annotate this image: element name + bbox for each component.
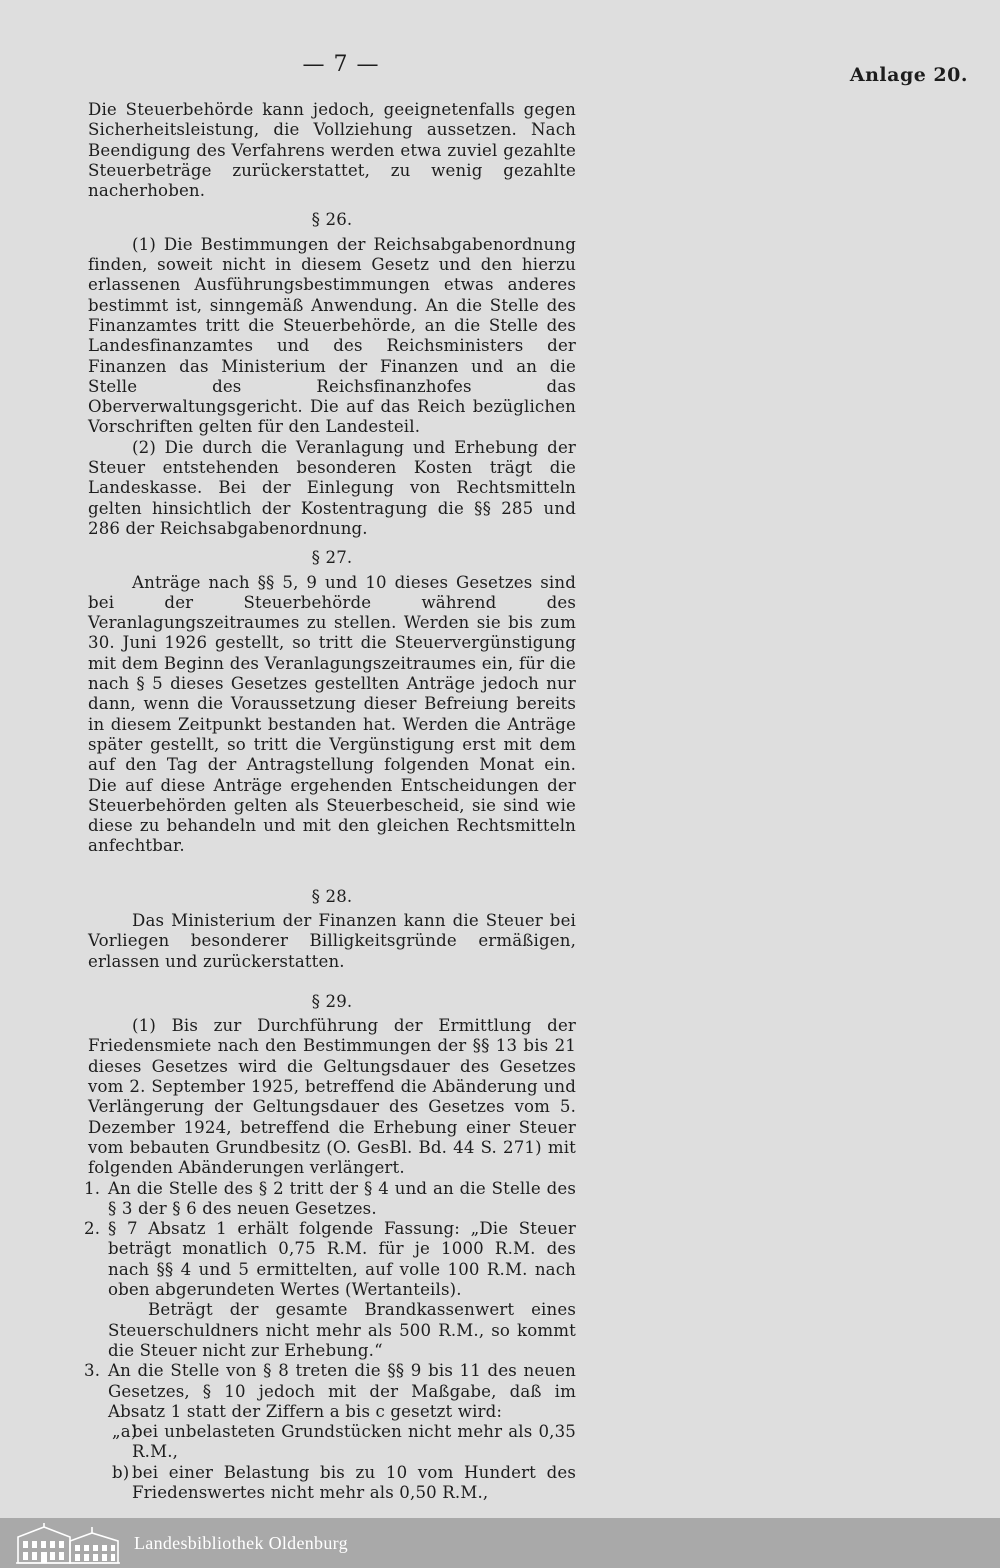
- page-number: — 7 —: [302, 52, 380, 77]
- annex-label: Anlage 20.: [849, 64, 968, 86]
- list-item: [84, 1219, 576, 1361]
- list-item-continuation: Beträgt der gesamte Brandkassenwert eines Steuerschuldners nicht mehr als 500 R.M., so kommt die Steuer nicht zur Erhebung.“: [108, 1300, 576, 1360]
- list-item-number: 3.: [84, 1361, 101, 1381]
- section-26-paragraph-1: (1) Die Bestimmungen der Reichsabgabenordnung finden, soweit nicht in diesem Gesetz und den hierzu erlassenen Ausführungsbestimmungen etwas anderes bestimmt ist, sinngemäß Anwendung. An die Stelle des Finanzamtes tritt die Steuerbehörde, an die Stelle des Landesfinanzamtes und des Reichsministers der Finanzen das Ministerium der Finanzen und an die Stelle des Reichsfinanzhofes das Oberverwaltungsgericht. Die auf das Reich bezüglichen Vorschriften gelten für den Landesteil.: [88, 234, 576, 437]
- list-item-text: § 7 Absatz 1 erhält folgende Fassung: „Die Steuer beträgt monatlich 0,75 R.M. für je 1000 R.M. des nach §§ 4 und 5 ermittelten, auf volle 100 R.M. nach oben abgerundeten Wertes (Wertanteils).: [108, 1219, 576, 1300]
- section-29-paragraph-1: (1) Bis zur Durchführung der Ermittlung der Friedensmiete nach den Bestimmungen der §§ 13 bis 21 dieses Gesetzes wird die Geltungsdauer des Gesetzes vom 2. September 1925, betreffend die Abänderung und Verlängerung der Geltungsdauer des Gesetzes vom 5. Dezember 1924, betreffend die Erhebung einer Steuer vom bebauten Grundbesitz (O. GesBl. Bd. 44 S. 271) mit folgenden Abänderungen verlängert.: [88, 1016, 576, 1178]
- list-item-number: 1.: [84, 1178, 101, 1198]
- section-28-paragraph-1: Das Ministerium der Finanzen kann die Steuer bei Vorliegen besonderer Billigkeitsgründe ermäßigen, erlassen und zurückerstatten.: [88, 910, 576, 971]
- section-heading-27: § 27.: [311, 548, 353, 568]
- sub-item-label: „a): [112, 1422, 138, 1442]
- list-item-text: An die Stelle von § 8 treten die §§ 9 bis 11 des neuen Gesetzes, § 10 jedoch mit der Maßgabe, daß im Absatz 1 statt der Ziffern a bis c gesetzt wird:: [108, 1361, 576, 1421]
- list-item: [84, 1178, 576, 1220]
- library-footer-bar: [0, 1518, 1000, 1568]
- section-heading-28: § 28.: [311, 886, 353, 906]
- library-building-icon: [14, 1521, 122, 1565]
- section-heading-29: § 29.: [311, 991, 353, 1011]
- list-item-number: 2.: [84, 1219, 101, 1239]
- sub-item: [88, 1463, 576, 1504]
- sub-item-text: bei unbelasteten Grundstücken nicht mehr als 0,35 R.M.,: [132, 1422, 576, 1462]
- library-name: Landesbibliothek Oldenburg: [134, 1532, 348, 1553]
- list-item: [84, 1361, 576, 1422]
- paragraph-intro: Die Steuerbehörde kann jedoch, geeignetenfalls gegen Sicherheitsleistung, die Vollziehung aussetzen. Nach Beendigung des Verfahrens werden etwa zuviel gezahlte Steuerbeträge zurückerstattet, zu wenig gezahlte nacherhoben.: [88, 100, 576, 201]
- sub-item: [88, 1422, 576, 1463]
- section-26-paragraph-2: (2) Die durch die Veranlagung und Erhebung der Steuer entstehenden besonderen Kosten trägt die Landeskasse. Bei der Einlegung von Rechtsmitteln gelten hinsichtlich der Kostentragung die §§ 285 und 286 der Reichsabgabenordnung.: [88, 437, 576, 538]
- sub-item-text: bei einer Belastung bis zu 10 vom Hundert des Friedenswertes nicht mehr als 0,50 R.M.,: [132, 1462, 576, 1502]
- list-item-text: An die Stelle des § 2 tritt der § 4 und an die Stelle des § 3 der § 6 des neuen Gesetzes.: [108, 1178, 576, 1218]
- section-27-paragraph-1: Anträge nach §§ 5, 9 und 10 dieses Gesetzes sind bei der Steuerbehörde während des Veranlagungszeitraumes zu stellen. Werden sie bis zum 30. Juni 1926 gestellt, so tritt die Steuervergünstigung mit dem Beginn des Veranlagungszeitraumes ein, für die nach § 5 dieses Gesetzes gestellten Anträge jedoch nur dann, wenn die Voraussetzung dieser Befreiung bereits in diesem Zeitpunkt bestanden hat. Werden die Anträge später gestellt, so tritt die Vergünstigung erst mit dem auf den Tag der Antragstellung folgenden Monat ein. Die auf diese Anträge ergehenden Entscheidungen der Steuerbehörden gelten als Steuerbescheid, sie sind wie diese zu behandeln und mit den gleichen Rechtsmitteln anfechtbar.: [88, 572, 576, 856]
- sub-item-label: b): [112, 1462, 130, 1482]
- section-heading-26: § 26.: [311, 210, 353, 230]
- text-column: [84, 100, 576, 1503]
